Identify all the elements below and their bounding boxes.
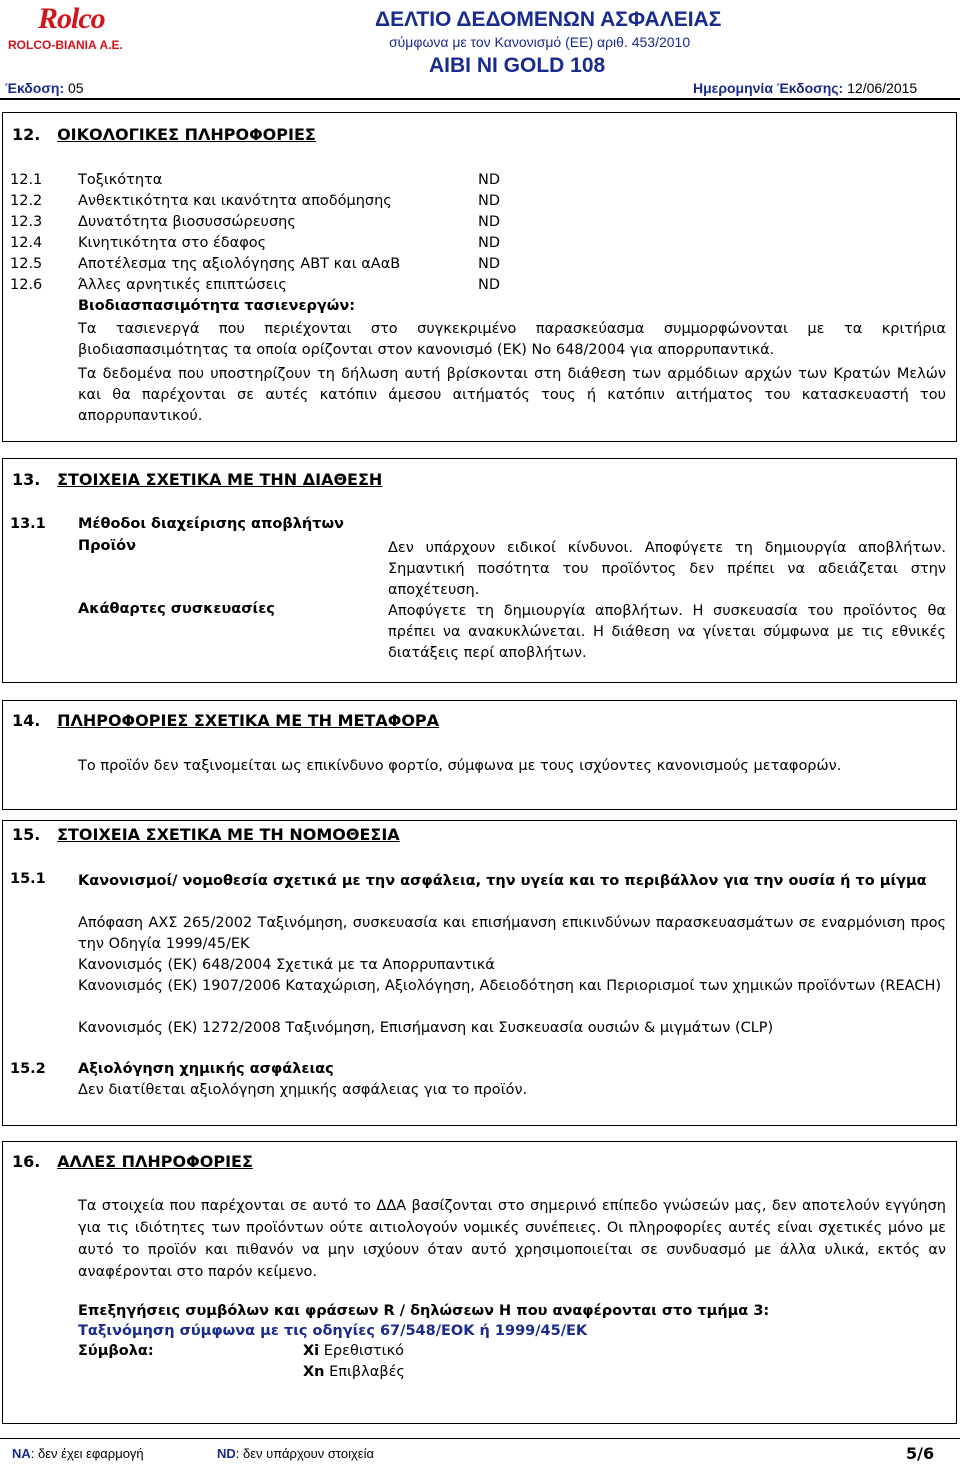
item-12-1-label: Τοξικότητα (78, 172, 163, 188)
symbol-item (303, 1343, 404, 1359)
subsection-13-1-number: 13.1 (10, 516, 46, 532)
section-12-title (12, 125, 316, 144)
item-12-1-value: ND (478, 172, 501, 188)
nd-text: : δεν υπάρχουν στοιχεία (235, 1446, 374, 1461)
product-name: AIBI NI GOLD 108 (429, 54, 606, 77)
company-logo: Rolco (38, 2, 105, 35)
issue-date (693, 80, 917, 96)
item-12-4-number: 12.4 (10, 235, 43, 251)
edition-value: 05 (68, 80, 84, 96)
classification-heading: Ταξινόμηση σύμφωνα με τις οδηγίες 67/548/ΕΟΚ ή 1999/45/ΕΚ (78, 1323, 588, 1339)
subsection-15-1-title: Κανονισμοί/ νομοθεσία σχετικά με την ασφάλεια, την υγεία και το περιβάλλον για την ουσία ή το μίγμα (78, 873, 927, 889)
symbol-item (303, 1364, 405, 1380)
section-13-heading: ΣΤΟΙΧΕΙΑ ΣΧΕΤΙΚΑ ΜΕ ΤΗΝ ΔΙΑΘΕΣΗ (57, 470, 383, 489)
section-13-title (12, 470, 382, 489)
item-12-5-number: 12.5 (10, 256, 43, 272)
section-15-heading: ΣΤΟΙΧΕΙΑ ΣΧΕΤΙΚΑ ΜΕ ΤΗ ΝΟΜΟΘΕΣΙΑ (57, 825, 400, 844)
section-12-heading: ΟΙΚΟΛΟΓΙΚΕΣ ΠΛΗΡΟΦΟΡΙΕΣ (57, 125, 316, 144)
item-12-3-label: Δυνατότητα βιοσυσσώρευσης (78, 214, 296, 230)
item-12-3-value: ND (478, 214, 501, 230)
edition-label: Έκδοση: (5, 80, 65, 96)
footer-na-legend (12, 1446, 144, 1461)
section-12-number: 12. (12, 125, 41, 144)
na-text: : δεν έχει εφαρμογή (30, 1446, 144, 1461)
item-12-5-label: Αποτέλεσμα της αξιολόγησης ΑΒΤ και αΑαΒ (78, 256, 401, 272)
item-12-3-number: 12.3 (10, 214, 43, 230)
item-12-4-label: Κινητικότητα στο έδαφος (78, 235, 267, 251)
section-16-number: 16. (12, 1152, 41, 1171)
symbol-code: Xn (303, 1364, 325, 1380)
section-15-title (12, 825, 400, 844)
biodegradability-text: Τα τασιενεργά που περιέχονται στο συγκεκριμένο παρασκεύασμα συμμορφώνονται με τα κριτήρια βιοδιασπασιμότητας τα οποία ορίζονται στον κανονισμό (ΕΚ) Νο 648/2004 για απορρυπαντικά. (78, 321, 946, 358)
issue-date-value: 12/06/2015 (847, 80, 918, 96)
document-title: ΔΕΛΤΙΟ ΔΕΔΟΜΕΝΩΝ ΑΣΦΑΛΕΙΑΣ (375, 8, 722, 31)
section-13-number: 13. (12, 470, 41, 489)
regulation-item-3: Κανονισμός (ΕΚ) 1907/2006 Καταχώριση, Αξιολόγηση, Αδειοδότηση και Περιορισμοί των χημικών προϊόντων (REACH) (78, 978, 942, 994)
symbol-text: Επιβλαβές (329, 1364, 405, 1380)
item-12-2-number: 12.2 (10, 193, 43, 209)
product-disposal-text: Δεν υπάρχουν ειδικοί κίνδυνοι. Αποφύγετε τη δημιουργία αποβλήτων. Σημαντική ποσότητα του προϊόντος δεν πρέπει να αδειάζεται στην αποχέτευση. (388, 540, 946, 598)
subsection-15-1-number: 15.1 (10, 871, 46, 887)
regulation-item-1: Απόφαση ΑΧΣ 265/2002 Ταξινόμηση, συσκευασία και επισήμανση επικινδύνων παρασκευασμάτων σε εναρμόνιση προς την Οδηγία 1999/45/ΕΚ (78, 915, 946, 952)
section-14-heading: ΠΛΗΡΟΦΟΡΙΕΣ ΣΧΕΤΙΚΑ ΜΕ ΤΗ ΜΕΤΑΦΟΡΑ (57, 711, 440, 730)
section-14-title (12, 711, 439, 730)
footer-divider (0, 1438, 960, 1439)
section-14-number: 14. (12, 711, 41, 730)
explanations-heading: Επεξηγήσεις συμβόλων και φράσεων R / δηλώσεων Η που αναφέρονται στο τμήμα 3: (78, 1303, 770, 1319)
symbols-label: Σύμβολα: (78, 1343, 154, 1359)
item-12-2-value: ND (478, 193, 501, 209)
item-12-1-number: 12.1 (10, 172, 43, 188)
issue-date-label: Ημερομηνία Έκδοσης: (693, 80, 844, 96)
company-name: ROLCO-ΒΙΑΝΙΑ Α.Ε. (8, 38, 123, 52)
biodegradability-heading: Βιοδιασπασιμότητα τασιενεργών: (78, 298, 356, 314)
item-12-2-label: Ανθεκτικότητα και ικανότητα αποδόμησης (78, 193, 392, 209)
chemical-safety-text: Δεν διατίθεται αξιολόγηση χημικής ασφάλειας για το προϊόν. (78, 1082, 528, 1098)
header-divider (0, 98, 960, 100)
biodegradability-data-text: Τα δεδομένα που υποστηρίζουν τη δήλωση αυτή βρίσκονται στη διάθεση των αρμόδιων αρχών των Κρατών Μελών και θα παρέχονται σε αυτές κατόπιν άμεσου αιτήματός τους ή κατόπιν αιτήματος του κατασκευαστή του απορρυπαντικού. (78, 366, 946, 424)
transport-text: Το προϊόν δεν ταξινομείται ως επικίνδυνο φορτίο, σύμφωνα με τους ισχύοντες κανονισμούς μεταφορών. (78, 758, 842, 774)
edition (5, 80, 84, 96)
item-12-4-value: ND (478, 235, 501, 251)
item-12-6-number: 12.6 (10, 277, 43, 293)
section-16-title (12, 1152, 253, 1171)
regulation-item-4: Κανονισμός (ΕΚ) 1272/2008 Ταξινόμηση, Επισήμανση και Συσκευασία ουσιών & μιγμάτων (CLP) (78, 1020, 774, 1036)
packaging-disposal-text: Αποφύγετε τη δημιουργία αποβλήτων. Η συσκευασία του προϊόντος θα πρέπει να ανακυκλώνεται. Η διάθεση να γίνεται σύμφωνα με τις εθνικές διατάξεις περί αποβλήτων. (388, 603, 946, 661)
symbol-code: Xi (303, 1343, 320, 1359)
page-number: 5/6 (906, 1444, 935, 1463)
item-12-5-value: ND (478, 256, 501, 272)
regulation-subtitle: σύμφωνα με τον Κανονισμό (ΕΕ) αριθ. 453/2010 (389, 34, 691, 50)
subsection-13-1-title: Μέθοδοι διαχείρισης αποβλήτων (78, 516, 344, 532)
packaging-label: Ακάθαρτες συσκευασίες (78, 601, 275, 617)
symbol-text: Ερεθιστικό (323, 1343, 404, 1359)
subsection-15-2-number: 15.2 (10, 1061, 46, 1077)
item-12-6-value: ND (478, 277, 501, 293)
section-15-number: 15. (12, 825, 41, 844)
footer-nd-legend (217, 1446, 374, 1461)
regulation-item-2: Κανονισμός (ΕΚ) 648/2004 Σχετικά με τα Απορρυπαντικά (78, 957, 495, 973)
nd-code: ND (217, 1446, 236, 1461)
na-code: NA (12, 1446, 31, 1461)
section-16-heading: ΑΛΛΕΣ ΠΛΗΡΟΦΟΡΙΕΣ (57, 1152, 253, 1171)
item-12-6-label: Άλλες αρνητικές επιπτώσεις (78, 277, 287, 293)
subsection-15-2-title: Αξιολόγηση χημικής ασφάλειας (78, 1061, 334, 1077)
other-info-text: Τα στοιχεία που παρέχονται σε αυτό το ΔΔΑ βασίζονται στο σημερινό επίπεδο γνώσεών μας, δεν αποτελούν εγγύηση για τις ιδιότητες των προϊόντων ούτε αιτιολογούν νομικές συνέπειες. Οι πληροφορίες αυτές είναι σχετικές μόνο με αυτό το προϊόν και πιθανόν να μην ισχύουν όταν αυτό χρησιμοποιείται σε συνδυασμό με άλλα υλικά, εκτός αν αναφέρονται στο παρόν κείμενο. (78, 1198, 946, 1280)
product-label: Προϊόν (78, 538, 136, 554)
